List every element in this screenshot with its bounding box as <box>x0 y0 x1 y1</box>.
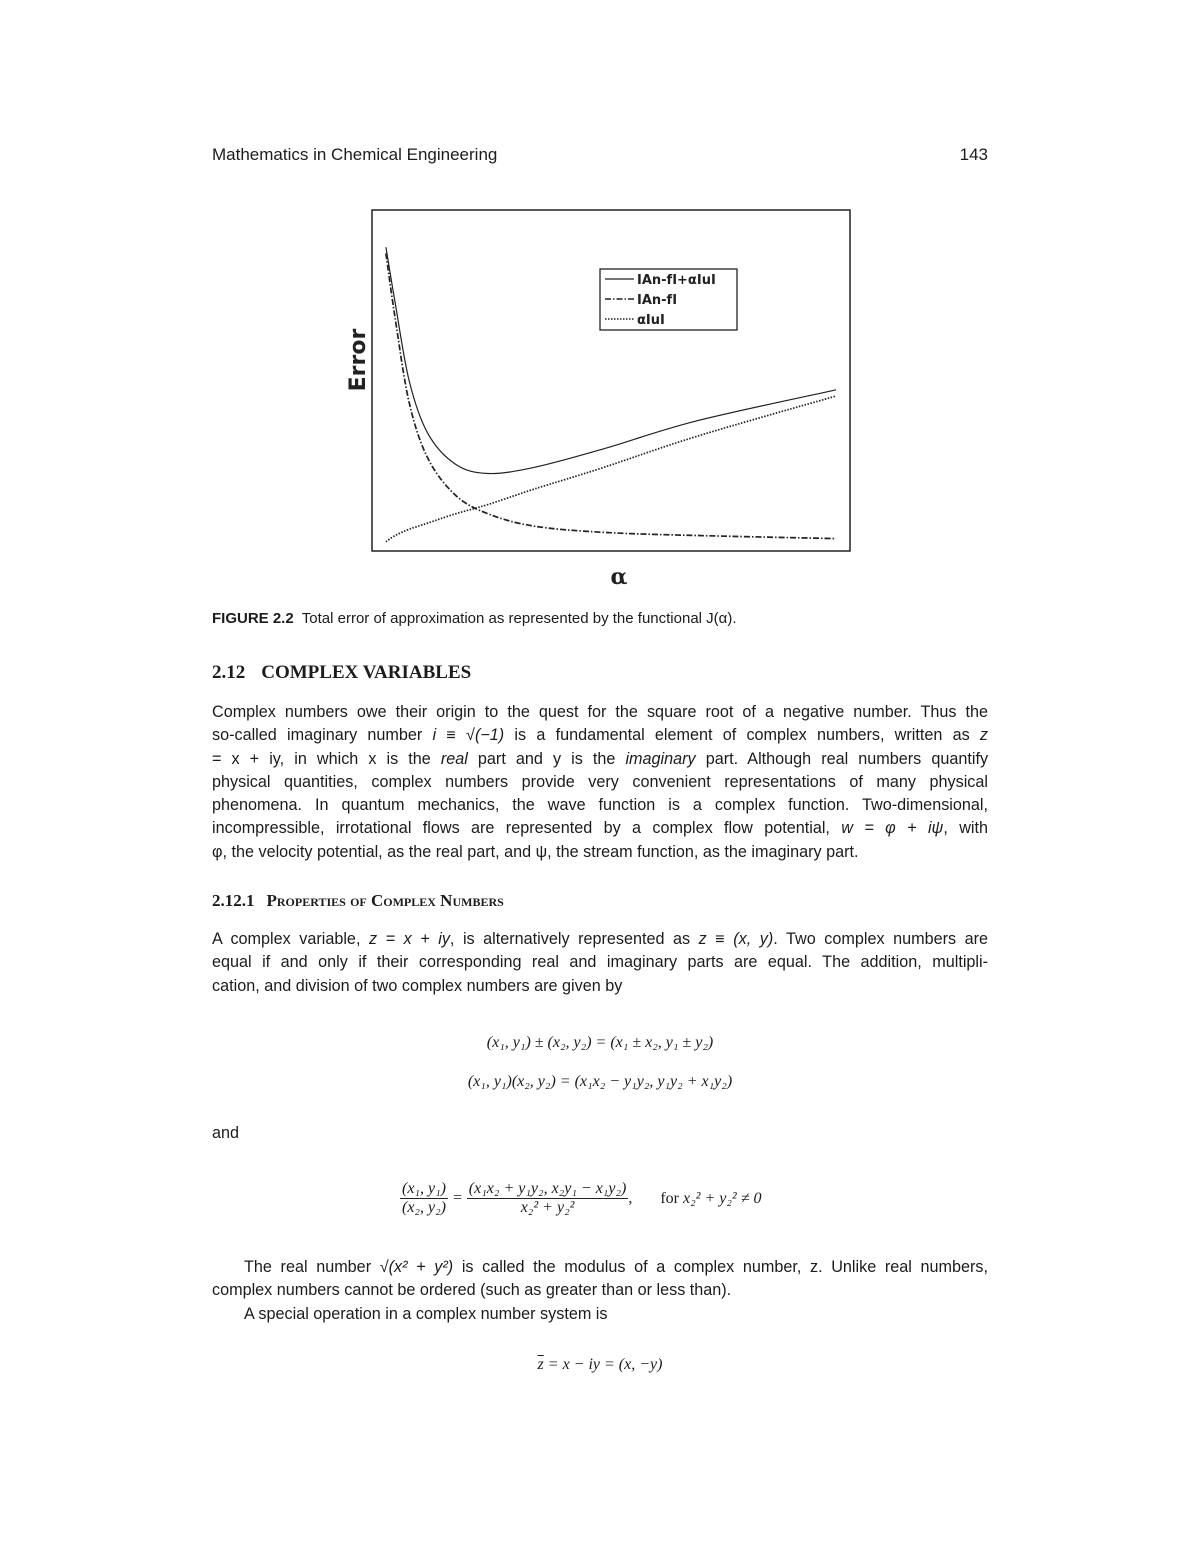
x-axis-label: α <box>610 564 628 590</box>
division-rhs-fraction: $\frac{\text{(x₁x₂ + y₁y₂, x₂y₁ − x₁y₂)}}{\text{x₂² + y₂²}}$ <box>468 1180 627 1216</box>
equation-conjugate <box>0 1356 1200 1374</box>
figure-caption <box>212 610 737 627</box>
series-regularization <box>386 396 836 542</box>
para1-line: physical quantities, complex numbers provide very convenient representations of many physical <box>212 772 988 791</box>
subsection-heading <box>212 891 504 911</box>
legend-label-regularization: αIuI <box>637 313 665 328</box>
figure-label: FIGURE 2.2 <box>212 610 294 627</box>
para3-line: The real number √(x² + y²) is called the modulus of a complex number, z. Unlike real numbers, <box>244 1258 988 1276</box>
para2-line: A complex variable, z = x + iy, is alternatively represented as z ≡ (x, y). Two complex numbers are <box>212 930 988 948</box>
section-title: COMPLEX VARIABLES <box>261 662 472 683</box>
paragraph-complex-properties <box>212 928 988 998</box>
para1-line: so-called imaginary number i ≡ √(−1) is a fundamental element of complex numbers, written as z <box>212 726 988 745</box>
paragraph-complex-intro <box>212 701 988 864</box>
connector-and: and <box>212 1124 240 1142</box>
y-axis-label: Error <box>346 328 371 392</box>
subsection-number: 2.12.1 <box>212 891 255 910</box>
equation-multiplication: (x₁, y₁)(x₂, y₂) = (x₁x₂ − y₁y₂, y₁y₂ + x₁y₂) <box>467 1073 733 1090</box>
para1-line: phenomena. In quantum mechanics, the wave function is a complex function. Two-dimensional, <box>212 796 988 815</box>
para1-line: incompressible, irrotational flows are represented by a complex flow potential, w = φ + iψ, with <box>212 819 988 838</box>
para2-line: cation, and division of two complex numbers are given by <box>212 976 623 995</box>
paragraph-modulus <box>212 1256 988 1303</box>
para1-line: = x + iy, in which x is the real part and y is the imaginary part. Although real numbers quantify <box>212 749 988 768</box>
equation-division: $\frac{\text{(x₁, y₁)}}{\text{(x₂, y₂)}}$ = $\frac{\text{(x₁x₂ + y₁y₂, x₂y₁ − x₁y₂)}}{\text{x₂² + y₂²}}$ , for x₂² + y₂² ≠ 0 <box>402 1180 762 1216</box>
conjugate-z: $\overline{z}$ <box>537 1356 544 1373</box>
equation-addition: (x₁, y₁) ± (x₂, y₂) = (x₁ ± x₂, y₁ ± y₂) <box>486 1034 714 1051</box>
plot-frame <box>372 210 850 551</box>
legend-label-residual: IAn-fI <box>637 293 678 308</box>
section-heading <box>212 662 471 684</box>
conjugate-rest: = x − iy = (x, −y) <box>547 1356 663 1373</box>
subsection-title: Properties of Complex Numbers <box>266 891 504 910</box>
para1-line: Complex numbers owe their origin to the quest for the square root of a negative number. Thus the <box>212 703 988 721</box>
para2-line: equal if and only if their corresponding real and imaginary parts are equal. The addition, multipli- <box>212 953 988 972</box>
division-condition: for x₂² + y₂² ≠ 0 <box>660 1189 762 1207</box>
page-number: 143 <box>959 145 988 164</box>
para4-line: A special operation in a complex number system is <box>244 1305 608 1323</box>
section-number: 2.12 <box>212 662 246 683</box>
paragraph-conjugate-intro <box>212 1303 988 1326</box>
para3-line: complex numbers cannot be ordered (such as greater than or less than). <box>212 1281 732 1300</box>
legend-label-total: IAn-fI+αIuI <box>637 273 716 288</box>
division-lhs-fraction: $\frac{\text{(x₁, y₁)}}{\text{(x₂, y₂)}}$ <box>402 1180 446 1216</box>
running-header-title: Mathematics in Chemical Engineering <box>212 145 498 164</box>
error-chart <box>343 200 863 595</box>
para1-line: φ, the velocity potential, as the real part, and ψ, the stream function, as the imaginary part. <box>212 842 859 861</box>
figure-caption-text: Total error of approximation as represented by the functional J(α). <box>301 610 737 627</box>
legend <box>600 269 737 330</box>
